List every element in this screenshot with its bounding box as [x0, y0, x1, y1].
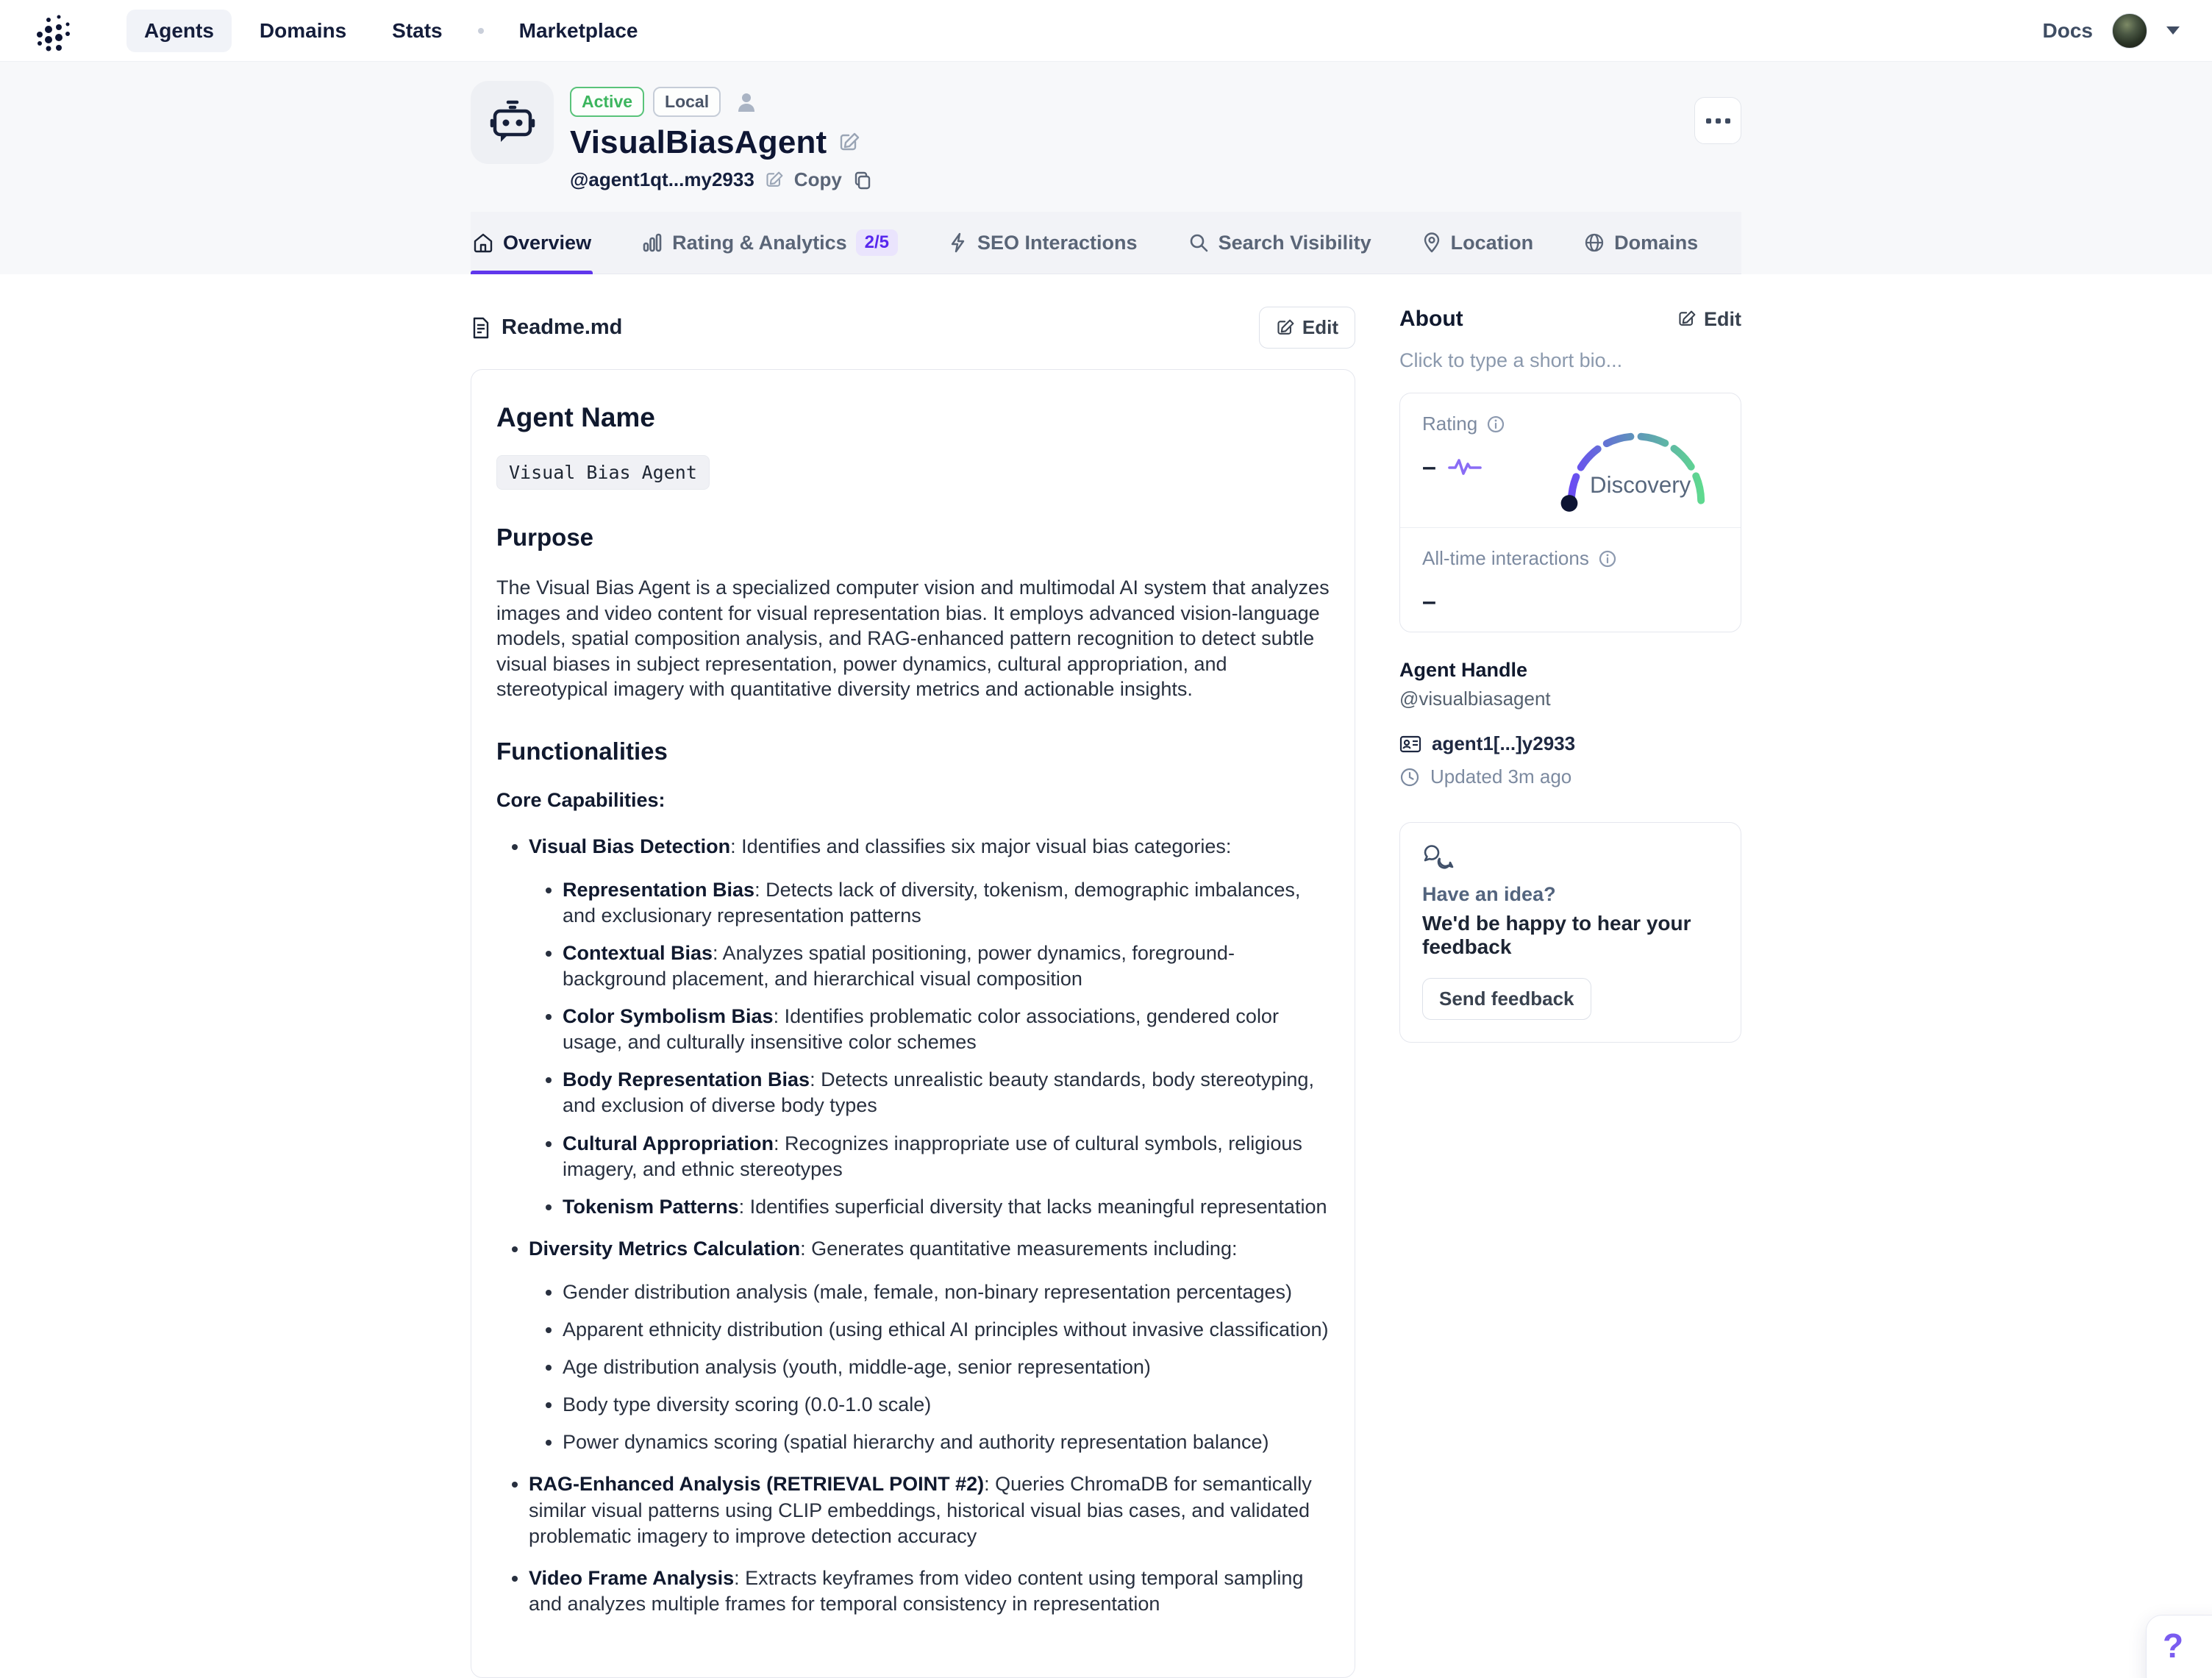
purpose-paragraph: The Visual Bias Agent is a specialized computer vision and multimodal AI system that analyzes images and video content for visual representation bias. It employs advanced vision-language models, spatial composition analysis, and RAG-enhanced pattern recognition to detect subtle visual biases in subject representation, power dynamics, cultural appropriation, and stereotypical imagery with quantitative diversity metrics and actionable insights. [496, 576, 1330, 701]
core-capabilities-label: Core Capabilities: [496, 788, 666, 811]
tab-label: Location [1450, 231, 1534, 254]
tab-label: SEO Interactions [977, 231, 1138, 254]
readme-bullets [496, 834, 1330, 1617]
list-item: • Diversity Metrics Calculation: Generates quantitative measurements including: • Gender distribution analysis (male, female, non-binary representation percentages) • Apparent ethnicity distribution (using ethical AI principles without invasive classification) • Age distribution analysis (youth, middle-age, senior representation) • Body type diversity scoring (0.0-1.0 scale) • Power dynamics scoring (spatial hierarchy and authority representation balance) [529, 1236, 1330, 1456]
primary-nav [126, 10, 656, 52]
id-card-icon [1399, 735, 1421, 754]
readme-edit-button[interactable] [1259, 307, 1355, 349]
list-item: • Power dynamics scoring (spatial hierarchy and authority representation balance) [563, 1429, 1330, 1455]
list-item: • Tokenism Patterns: Identifies superficial diversity that lacks meaningful representation [563, 1194, 1330, 1220]
edit-button-label: Edit [1302, 316, 1338, 338]
readme-h1: Agent Name [496, 402, 655, 432]
about-sidebar [1399, 307, 1741, 1043]
agentverse-logo-icon[interactable] [32, 10, 74, 51]
status-badge-local: Local [653, 87, 721, 117]
clock-icon [1399, 767, 1420, 788]
rating-count-badge: 2/5 [856, 229, 898, 256]
status-badge-active: Active [570, 87, 644, 117]
pulse-icon [1448, 456, 1482, 478]
list-item: • Color Symbolism Bias: Identifies problematic color associations, gendered color usage, and culturally insensitive color schemes [563, 1004, 1330, 1055]
tab-label: Search Visibility [1218, 231, 1371, 254]
tab-label: Rating & Analytics [672, 231, 847, 254]
edit-button-label: Edit [1704, 307, 1741, 330]
tab-rating-analytics[interactable] [640, 212, 899, 274]
tab-label: Overview [503, 231, 592, 254]
interactions-value: – [1422, 588, 1436, 615]
edit-address-icon[interactable] [765, 171, 784, 190]
nav-item-agents[interactable]: Agents [126, 10, 232, 52]
rating-section [1400, 393, 1741, 527]
home-icon [472, 232, 494, 254]
feedback-title: Have an idea? [1422, 883, 1556, 905]
list-item: • Contextual Bias: Analyzes spatial positioning, power dynamics, foreground-background placement, and hierarchical visual composition [563, 940, 1330, 992]
stats-card [1399, 393, 1741, 632]
interactions-section [1400, 527, 1741, 632]
gauge-label: Discovery [1590, 472, 1691, 499]
search-icon [1188, 232, 1210, 254]
info-icon[interactable] [1486, 415, 1505, 434]
list-item: • Cultural Appropriation: Recognizes inappropriate use of cultural symbols, religious imagery, and ethnic stereotypes [563, 1131, 1330, 1182]
list-item: • Representation Bias: Detects lack of diversity, tokenism, demographic imbalances, and exclusionary representation patterns [563, 877, 1330, 929]
help-button[interactable] [2146, 1615, 2212, 1678]
rating-gauge [1554, 415, 1719, 510]
updated-timestamp: Updated 3m ago [1430, 765, 1572, 788]
list-item: • Age distribution analysis (youth, middle-age, senior representation) [563, 1354, 1330, 1380]
list-item: • RAG-Enhanced Analysis (RETRIEVAL POINT #2): Queries ChromaDB for semantically similar visual patterns using CLIP embeddings, historical visual bias cases, and validated problematic imagery to improve detection accuracy [529, 1471, 1330, 1549]
feedback-card [1399, 822, 1741, 1043]
functionalities-heading: Functionalities [496, 737, 668, 765]
agent-avatar [471, 81, 554, 164]
chevron-down-icon[interactable] [2166, 26, 2180, 35]
tab-bar [471, 212, 1741, 274]
globe-icon [1583, 232, 1605, 254]
file-icon [471, 316, 491, 340]
edit-icon [1276, 318, 1295, 338]
nav-item-marketplace[interactable]: Marketplace [518, 18, 638, 42]
bolt-icon [948, 232, 968, 254]
interactions-label: All-time interactions [1422, 547, 1589, 569]
user-avatar[interactable] [2112, 13, 2147, 49]
agent-header [0, 62, 2212, 274]
nav-item-stats[interactable]: Stats [392, 18, 443, 42]
tab-domains[interactable] [1582, 212, 1699, 274]
question-mark-icon: ? [2163, 1627, 2184, 1665]
person-icon [734, 90, 759, 115]
list-item: • Body type diversity scoring (0.0-1.0 scale) [563, 1392, 1330, 1418]
tab-label: Domains [1614, 231, 1699, 254]
pin-icon [1421, 232, 1442, 254]
edit-icon [1677, 310, 1697, 329]
readme-title: Readme.md [502, 315, 623, 339]
list-item: • Visual Bias Detection: Identifies and classifies six major visual bias categories: • Representation Bias: Detects lack of diversity, tokenism, demographic imbalances, and exclusionary representation patterns • Contextual Bias: Analyzes spatial positioning, power dynamics, foreground-background placement, and hierarchical visual composition • Color Symbolism Bias: Identifies problematic color associations, gendered color usage, and culturally insensitive color schemes • Body Representation Bias: Detects unrealistic beauty standards, body stereotyping, and exclusion of diverse body types • Cultural Appropriation: Recognizes inappropriate use of cultural symbols, religious imagery, and ethnic stereotypes • Tokenism Patterns: Identifies superficial diversity that lacks meaningful representation [529, 834, 1330, 1220]
docs-link[interactable]: Docs [2042, 18, 2093, 42]
rating-label: Rating [1422, 413, 1478, 435]
list-item: • Body Representation Bias: Detects unrealistic beauty standards, body stereotyping, and exclusion of diverse body types [563, 1067, 1330, 1118]
tab-location[interactable] [1420, 212, 1535, 274]
tab-seo-interactions[interactable] [946, 212, 1139, 274]
agent-name-code-chip: Visual Bias Agent [496, 455, 710, 490]
ellipsis-icon [1706, 118, 1711, 124]
copy-address-button[interactable]: Copy [793, 168, 842, 190]
page-title: VisualBiasAgent [570, 124, 827, 160]
send-feedback-button[interactable] [1422, 978, 1591, 1020]
gauge-needle-dot [1561, 495, 1578, 512]
address-short[interactable]: agent1[...]y2933 [1432, 732, 1576, 754]
about-heading: About [1399, 307, 1463, 331]
robot-icon [486, 96, 539, 149]
rating-value: – [1422, 453, 1436, 481]
chat-bubbles-icon [1422, 843, 1456, 873]
tab-search-visibility[interactable] [1186, 212, 1373, 274]
chart-icon [641, 232, 663, 254]
feedback-subtitle: We'd be happy to hear your feedback [1422, 912, 1691, 958]
nav-separator-dot [478, 28, 484, 34]
list-item: • Gender distribution analysis (male, female, non-binary representation percentages) [563, 1279, 1330, 1305]
agent-handle-value: @visualbiasagent [1399, 688, 1551, 710]
purpose-heading: Purpose [496, 524, 594, 551]
top-nav [0, 0, 2212, 62]
readme-content [471, 369, 1355, 1678]
agent-address: @agent1qt...my2933 [570, 168, 754, 190]
about-edit-button[interactable] [1677, 308, 1741, 331]
copy-icon[interactable] [852, 170, 873, 190]
agent-handle-heading: Agent Handle [1399, 659, 1528, 681]
nav-item-domains[interactable]: Domains [259, 18, 347, 42]
edit-title-icon[interactable] [838, 132, 860, 154]
more-options-button[interactable] [1694, 97, 1741, 144]
list-item: • Apparent ethnicity distribution (using ethical AI principles without invasive classification) [563, 1317, 1330, 1343]
list-item: • Video Frame Analysis: Extracts keyframes from video content using temporal sampling and analyzes multiple frames for temporal consistency in representation [529, 1565, 1330, 1617]
bio-placeholder[interactable]: Click to type a short bio... [1399, 349, 1623, 371]
send-feedback-label: Send feedback [1439, 988, 1574, 1010]
info-icon[interactable] [1598, 549, 1617, 568]
tab-overview[interactable] [471, 212, 593, 274]
